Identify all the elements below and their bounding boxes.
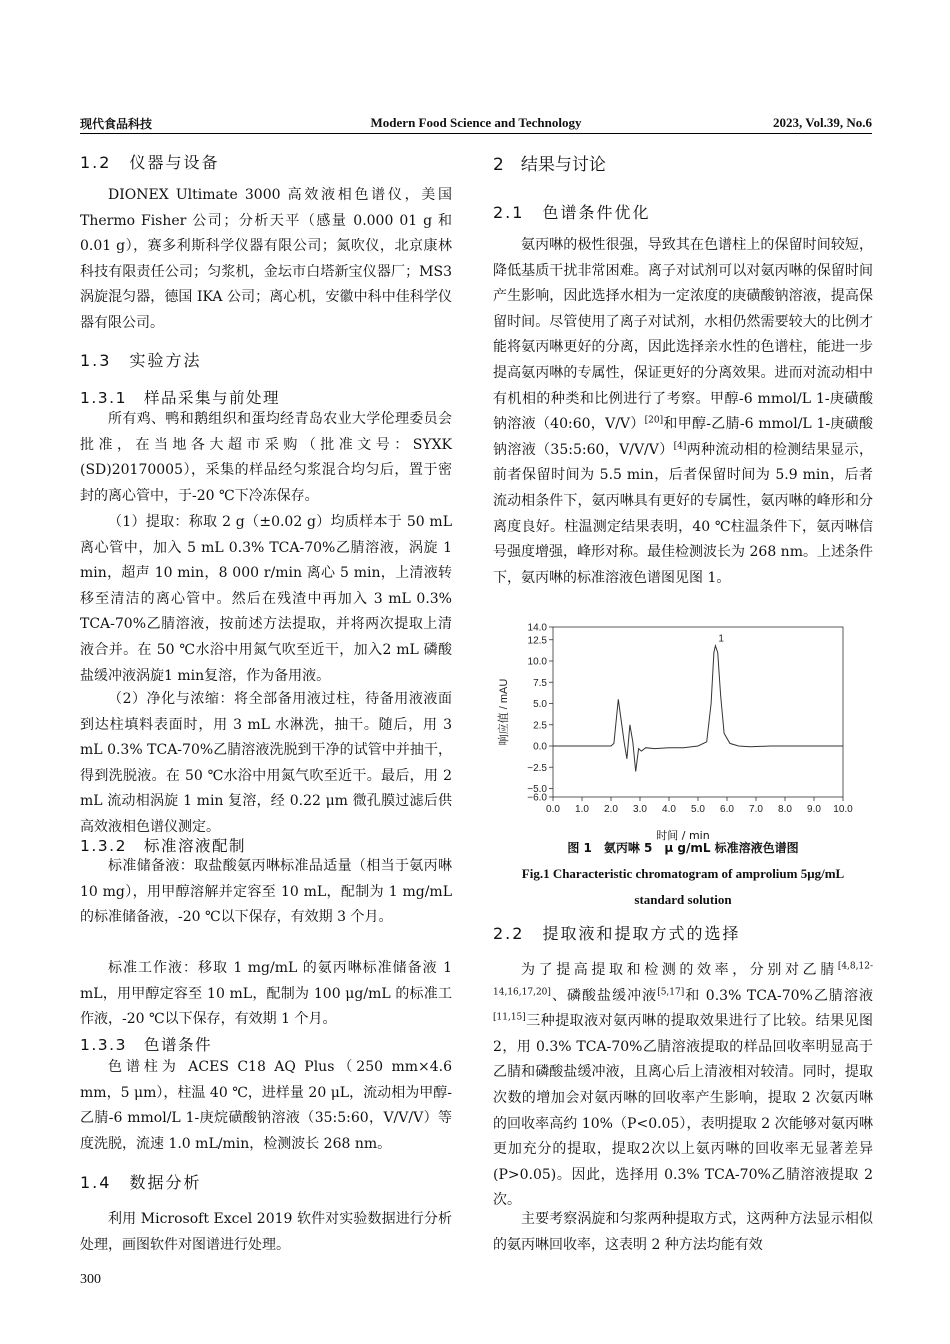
- x-tick-label: 1.0: [575, 804, 589, 815]
- section-1-3-3-heading: 1.3.3 色谱条件: [80, 1036, 212, 1054]
- y-tick-label: −6.0: [527, 792, 547, 804]
- chromatography-conditions-paragraph: 色谱柱为 ACES C18 AQ Plus（250 mm×4.6 mm，5 μm），柱温 40 ℃，进样量 20 μL，流动相为甲醇-乙腈-6 mmol/L 1-庚烷磺酸钠溶液（35:5:60，V/V/V）等度洗脱，流速 1.0 mL/min，检测波长 268 nm。: [80, 1059, 452, 1152]
- page-number: 300: [80, 1272, 101, 1287]
- x-axis-label: 时间 / min: [656, 829, 710, 842]
- section-1-3-1-heading: 1.3.1 样品采集与前处理: [80, 389, 280, 407]
- chart-axes: [496, 627, 843, 797]
- figure-1-caption-cn: 图 1 氨丙啉 5 μ g/mL 标准溶液色谱图: [567, 841, 799, 855]
- plot-frame: [553, 627, 843, 797]
- x-tick-label: 6.0: [720, 804, 734, 815]
- y-tick-label: 7.5: [533, 677, 547, 689]
- s2-2-text-b: 、磷酸盐缓冲液: [550, 987, 658, 1004]
- working-solution-paragraph: 标准工作液：移取 1 mg/mL 的氨丙啉标准储备液 1 mL，用甲醇定容至 10 mL，配制为 100 μg/mL 的标准工作液，-20 ℃以下保存，有效期 1 个月。: [80, 960, 452, 1028]
- x-tick-label: 0.0: [546, 804, 560, 815]
- extraction-paragraph: （1）提取：称取 2 g（±0.02 g）均质样本于 50 mL 离心管中，加入 5 mL 0.3% TCA-70%乙腈溶液，涡旋 1 min，超声 10 min，8 000 r/min 离心 5 min，上清液转移至清洁的离心管中。然后在残渣中再加入 3 mL 0.3% TCA-70%乙腈溶液，按前述方法提取，并将两次提取上清液合并。在 50 ℃水浴中用氮气吹至近干，加入2 mL 磷酸盐缓冲液涡旋1 min复溶，作为备用液。: [80, 514, 452, 684]
- journal-name-en: Modern Food Science and Technology: [370, 115, 582, 130]
- section-2-1-body: [493, 233, 873, 591]
- x-tick-label: 7.0: [749, 804, 763, 815]
- figure-1-caption-en: Fig.1 Characteristic chromatogram of amprolium 5μg/mL standard solution: [521, 866, 845, 907]
- x-tick-label: 8.0: [778, 804, 792, 815]
- section-1-3-2-heading: 1.3.2 标准溶液配制: [80, 837, 246, 855]
- y-tick-label: 14.0: [527, 622, 547, 634]
- s2-2-text-a: 为了提高提取和检测的效率，分别对乙腈: [521, 962, 838, 978]
- citation-phosphate: [5,17]: [657, 986, 685, 997]
- section-2-heading: 2 结果与讨论: [493, 155, 606, 175]
- header-rule: [80, 133, 872, 134]
- s2-1-text-a: 氨丙啉的极性很强，导致其在色谱柱上的保留时间较短，降低基质干扰非常困难。离子对试剂可以对氨丙啉的保留时间产生影响，因此选择水相为一定浓度的庚磺酸钠溶液，提高保留时间。尽管使用了离子对试剂，水相仍然需要较大的比例才能将氨丙啉更好的分离，因此选择亲水性的色谱柱，能进一步提高氨丙啉的专属性，保证更好的分离效果。进而对流动相中有机相的种类和比例进行了考察。甲醇-6 mmol/L 1-庚磺酸钠溶液（40:60，V/V）: [493, 237, 873, 433]
- x-tick-label: 3.0: [633, 804, 647, 815]
- x-tick-label: 5.0: [691, 804, 705, 815]
- citation-4: [4]: [673, 441, 687, 452]
- journal-name-cn: 现代食品科技: [80, 117, 153, 131]
- y-tick-label: 12.5: [527, 635, 547, 647]
- x-tick-label: 2.0: [604, 804, 618, 815]
- section-1-2-body: DIONEX Ultimate 3000 高效液相色谱仪，美国 Thermo Fisher 公司；分析天平（感量 0.000 01 g 和 0.01 g），赛多利斯科学仪器有限公司；氮吹仪，北京康林科技有限责任公司；匀浆机，金坛市白塔新宝仪器厂；MS3 涡旋混匀器，德国 IKA 公司；离心机，安徽中科中佳科学仪器有限公司。: [80, 187, 452, 331]
- citation-20: [20]: [644, 415, 664, 426]
- y-tick-label: −2.5: [527, 762, 547, 774]
- section-2-2-body-2: 主要考察涡旋和匀浆两种提取方式，这两种方法显示相似的氨丙啉回收率，这表明 2 种方法均能有效: [493, 1211, 873, 1253]
- y-tick-label: 5.0: [533, 699, 547, 710]
- issue-info: 2023, Vol.39, No.6: [773, 115, 872, 130]
- chart-plot-area: [553, 634, 843, 772]
- y-tick-label: −5.0: [527, 784, 547, 795]
- section-1-3-1-body: 所有鸡、鸭和鹅组织和蛋均经青岛农业大学伦理委员会批准，在当地各大超市采购（批准文号：SYXK (SD)20170005），采集的样品经匀浆混合均匀后，置于密封的离心管中，于-20 ℃下冷冻保存。: [80, 411, 452, 504]
- y-axis-label: 响应值 / mAU: [498, 678, 510, 746]
- citation-acetonitrile: [4,8,12-14,16,17,20]: [493, 961, 873, 997]
- section-2-2-heading: 2.2 提取液和提取方式的选择: [493, 924, 741, 943]
- s2-1-text-b: 和甲醇-乙腈-6 mmol/L 1-庚磺酸钠溶液（35:5:60，V/V/V）: [493, 416, 873, 458]
- section-2-2-body: [493, 958, 873, 1214]
- chromatogram-chart: [493, 615, 873, 825]
- x-tick-label: 9.0: [807, 804, 821, 815]
- running-header: [80, 113, 872, 135]
- section-1-4-body: 利用 Microsoft Excel 2019 软件对实验数据进行分析处理，画图软件对图谱进行处理。: [80, 1211, 452, 1253]
- y-tick-label: 0.0: [533, 741, 547, 753]
- section-2-1-heading: 2.1 色谱条件优化: [493, 203, 651, 222]
- chart-ticks: [527, 623, 853, 816]
- section-1-2-heading: 1.2 仪器与设备: [80, 153, 220, 172]
- y-tick-label: 2.5: [533, 720, 547, 732]
- purification-paragraph: （2）净化与浓缩：将全部备用液过柱，待备用液液面到达柱填料表面时，用 3 mL 水淋洗，抽干。随后，用 3 mL 0.3% TCA-70%乙腈溶液洗脱到干净的试管中并抽干，得到洗脱液。在 50 ℃水浴中用氮气吹至近干。最后，用 2 mL 流动相涡旋 1 min 复溶，经 0.22 μm 微孔膜过滤后供高效液相色谱仪测定。: [80, 691, 452, 835]
- y-tick-label: 10.0: [527, 656, 547, 668]
- s2-2-text-d: 三种提取液对氨丙啉的提取效果进行了比较。结果见图 2，用 0.3% TCA-70%乙腈溶液提取的样品回收率明显高于乙腈和磷酸盐缓冲液，且离心后上清液相对较清。同时，提取次数的增加会对氨丙啉的回收率产生影响，提取 2 次氨丙啉的回收率高约 10%（P<0.05），表明提取 2 次能够对氨丙啉更加充分的提取，提取2次以上氨丙啉的回收率无显著差异(P>0.05)。因此，选择用 0.3% TCA-70%乙腈溶液提取 2 次。: [493, 1013, 873, 1209]
- x-tick-label: 10.0: [833, 804, 853, 815]
- chromatogram-trace: [553, 646, 843, 772]
- section-1-4-heading: 1.4 数据分析: [80, 1173, 202, 1192]
- citation-tca: [11,15]: [493, 1012, 526, 1023]
- section-1-3-heading: 1.3 实验方法: [80, 351, 202, 370]
- peak-label: 1: [718, 633, 724, 645]
- stock-solution-paragraph: 标准储备液：取盐酸氨丙啉标准品适量（相当于氨丙啉 10 mg），用甲醇溶解并定容至 10 mL，配制为 1 mg/mL 的标准储备液，-20 ℃以下保存，有效期 3 个月。: [80, 858, 452, 926]
- x-tick-label: 4.0: [662, 804, 676, 815]
- s2-1-text-c: 两种流动相的检测结果显示，前者保留时间为 5.5 min，后者保留时间为 5.9 min，后者流动相条件下，氨丙啉具有更好的专属性，氨丙啉的峰形和分离度良好。柱温测定结果表明，40 ℃柱温条件下，氨丙啉信号强度增强，峰形对称。最佳检测波长为 268 nm。上述条件下，氨丙啉的标准溶液色谱图见图 1。: [493, 441, 874, 586]
- s2-2-text-c: 和 0.3% TCA-70%乙腈溶液: [684, 987, 873, 1004]
- figure-1: [493, 615, 873, 843]
